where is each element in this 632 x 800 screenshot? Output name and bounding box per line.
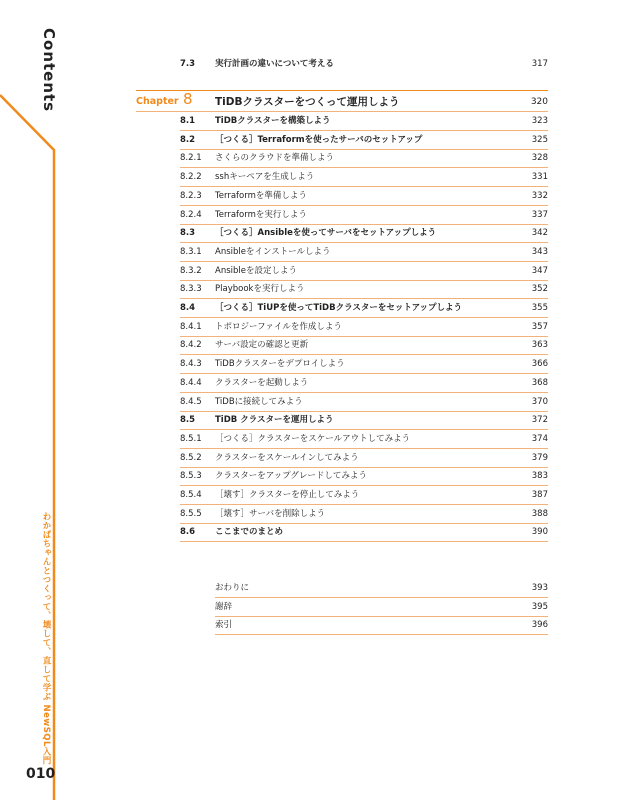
- section-number: 8.3: [180, 228, 196, 239]
- section-page: 343: [531, 246, 548, 257]
- back-matter-page: 396: [531, 620, 548, 631]
- section-page: 368: [531, 377, 548, 388]
- section-title: TiDBクラスターをデプロイしよう: [215, 359, 345, 370]
- section-number: 8.5.2: [180, 452, 202, 463]
- section-page: 347: [531, 265, 548, 276]
- section-number: 8.4: [180, 303, 196, 313]
- toc-entry[interactable]: [0, 430, 632, 448]
- section-number: 8.2.2: [180, 172, 202, 183]
- section-number: 8.5.4: [180, 490, 202, 500]
- toc-entry[interactable]: [0, 280, 632, 298]
- section-page: 328: [531, 153, 548, 164]
- chapter-number: 8: [183, 90, 193, 108]
- section-page: 332: [531, 190, 548, 201]
- row-divider: [215, 634, 548, 635]
- section-title: クラスターをスケールインしてみよう: [215, 452, 359, 463]
- toc-entry[interactable]: [0, 206, 632, 224]
- back-matter-title: 謝辞: [215, 601, 233, 612]
- section-title: ［つくる］Ansibleを使ってサーバをセットアップしよう: [215, 228, 437, 239]
- chapter-label: Chapter: [136, 96, 179, 107]
- section-page: 337: [531, 209, 548, 220]
- section-title: sshキーペアを生成しよう: [215, 172, 315, 183]
- toc-entry[interactable]: [0, 393, 632, 411]
- section-title: Terraformを実行しよう: [215, 209, 307, 220]
- back-matter-title: 索引: [215, 620, 233, 631]
- toc-entry[interactable]: [0, 243, 632, 261]
- toc-entry[interactable]: [0, 149, 632, 167]
- back-matter-page: 395: [531, 601, 548, 612]
- toc-entry[interactable]: [0, 467, 632, 485]
- toc-entry[interactable]: [0, 224, 632, 242]
- section-page: 390: [531, 527, 548, 538]
- toc-entry[interactable]: [0, 262, 632, 280]
- section-number: 8.6: [180, 527, 196, 538]
- section-title: TiDB クラスターを運用しよう: [215, 415, 334, 426]
- section-number: 8.2: [180, 134, 196, 145]
- section-number: 8.2.3: [180, 190, 202, 201]
- section-title: クラスターを起動しよう: [215, 377, 309, 388]
- toc-entry[interactable]: [0, 523, 632, 541]
- section-title: サーバ設定の確認と更新: [215, 340, 309, 351]
- back-matter-page: 393: [531, 583, 548, 593]
- toc-entry[interactable]: [0, 411, 632, 429]
- back-matter-title: おわりに: [215, 583, 250, 593]
- toc-entry[interactable]: [0, 299, 632, 317]
- toc-entry[interactable]: [0, 449, 632, 467]
- section-number: 8.3.1: [180, 246, 202, 257]
- chapter-divider: [136, 90, 548, 91]
- section-number: 8.5.3: [180, 471, 202, 482]
- toc-entry[interactable]: [0, 168, 632, 186]
- section-page: 379: [531, 452, 548, 463]
- section-number: 8.5: [180, 415, 196, 426]
- section-number: 8.4.5: [180, 396, 202, 407]
- page-number: 010: [26, 766, 56, 782]
- chapter-heading[interactable]: [0, 90, 632, 111]
- section-title: TiDBに接続してみよう: [215, 396, 303, 407]
- section-page: 342: [531, 228, 548, 239]
- section-title: ［壊す］サーバを削除しよう: [215, 508, 326, 519]
- section-title: ［つくる］クラスターをスケールアウトしてみよう: [215, 433, 411, 444]
- section-title: クラスターをアップグレードしてみよう: [215, 471, 367, 482]
- section-page: 325: [531, 134, 548, 145]
- toc-entry[interactable]: [0, 336, 632, 354]
- back-matter-entry[interactable]: [0, 598, 632, 616]
- toc-entry-prev[interactable]: [0, 55, 632, 73]
- section-page: 374: [531, 433, 548, 444]
- section-title: ［つくる］TiUPを使ってTiDBクラスターをセットアップしよう: [215, 303, 462, 313]
- toc-entry[interactable]: [0, 112, 632, 130]
- section-title: Terraformを準備しよう: [215, 190, 307, 201]
- section-number: 8.4.2: [180, 340, 202, 351]
- section-number: 8.5.1: [180, 433, 202, 444]
- section-number: 8.5.5: [180, 508, 202, 519]
- row-divider: [180, 541, 548, 542]
- section-number: 8.3.2: [180, 265, 202, 276]
- section-number: 8.2.1: [180, 153, 202, 164]
- section-title: 実行計画の違いについて考える: [215, 59, 334, 69]
- section-number: 7.3: [180, 59, 196, 69]
- section-page: 317: [531, 59, 548, 69]
- section-page: 370: [531, 396, 548, 407]
- toc-entry[interactable]: [0, 505, 632, 523]
- section-title: Playbookを実行しよう: [215, 284, 305, 295]
- section-page: 383: [531, 471, 548, 482]
- toc-entry[interactable]: [0, 318, 632, 336]
- back-matter-entry[interactable]: [0, 579, 632, 597]
- section-page: 323: [531, 116, 548, 126]
- section-number: 8.3.3: [180, 284, 202, 295]
- section-title: さくらのクラウドを準備しよう: [215, 153, 335, 164]
- book-title: わかばちゃんとつくって、壊して、直して学ぶ NewSQL入門: [41, 512, 51, 765]
- section-title: ［壊す］クラスターを停止してみよう: [215, 490, 360, 500]
- back-matter-entry[interactable]: [0, 616, 632, 634]
- section-number: 8.4.3: [180, 359, 202, 370]
- chapter-title: TiDBクラスターをつくって運用しよう: [215, 96, 400, 108]
- section-number: 8.2.4: [180, 209, 202, 220]
- section-number: 8.1: [180, 116, 196, 126]
- section-page: 363: [531, 340, 548, 351]
- section-page: 388: [531, 508, 548, 519]
- section-page: 357: [531, 321, 548, 332]
- toc-entry[interactable]: [0, 131, 632, 149]
- section-page: 387: [531, 490, 548, 500]
- section-title: Ansibleをインストールしよう: [215, 246, 331, 257]
- chapter-page: 320: [530, 97, 548, 107]
- section-title: Ansibleを設定しよう: [215, 265, 297, 276]
- toc-entry[interactable]: [0, 187, 632, 205]
- toc-entry[interactable]: [0, 355, 632, 373]
- section-number: 8.4.1: [180, 321, 202, 332]
- toc-entry[interactable]: [0, 374, 632, 392]
- contents-heading: Contents: [40, 28, 58, 113]
- toc-entry[interactable]: [0, 486, 632, 504]
- section-title: ここまでのまとめ: [215, 527, 284, 538]
- section-page: 331: [531, 172, 548, 183]
- section-title: TiDBクラスターを構築しよう: [215, 116, 331, 126]
- section-page: 372: [531, 415, 548, 426]
- section-title: トポロジーファイルを作成しよう: [215, 321, 342, 332]
- section-page: 355: [531, 303, 548, 313]
- section-title: ［つくる］Terraformを使ったサーバのセットアップ: [215, 134, 423, 145]
- section-page: 366: [531, 359, 548, 370]
- section-number: 8.4.4: [180, 377, 202, 388]
- section-page: 352: [531, 284, 548, 295]
